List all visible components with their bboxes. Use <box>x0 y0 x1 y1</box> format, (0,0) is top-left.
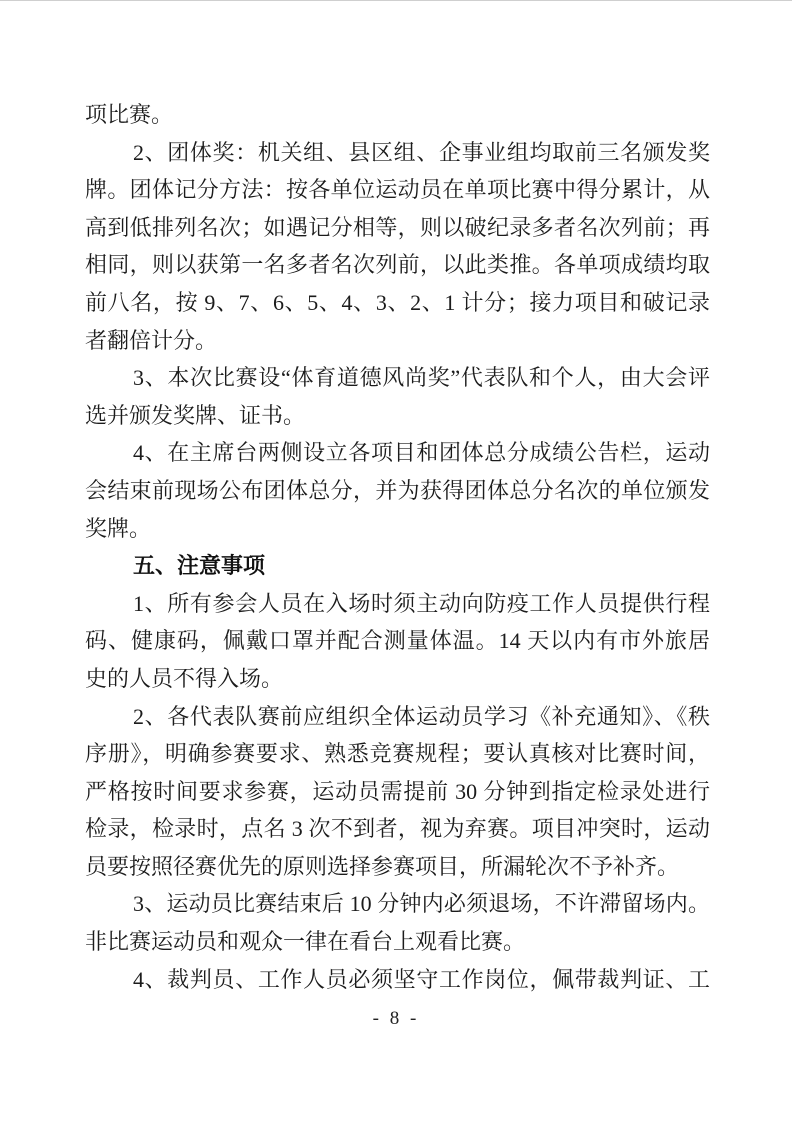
text-line: 检录，检录时，点名 3 次不到者，视为弃赛。项目冲突时，运动 <box>85 816 710 842</box>
text-line: 选并颁发奖牌、证书。 <box>85 402 306 428</box>
text-line: 3、运动员比赛结束后 10 分钟内必须退场，不许滞留场内。 <box>133 891 710 917</box>
text-line: 1、所有参会人员在入场时须主动向防疫工作人员提供行程 <box>133 590 710 616</box>
page-number: - 8 - <box>372 1008 420 1029</box>
text-line: 3、本次比赛设“体育道德风尚奖”代表队和个人，由大会评 <box>133 365 710 391</box>
text-line: 2、团体奖：机关组、县区组、企事业组均取前三名颁发奖 <box>133 139 710 165</box>
document-body <box>85 96 710 998</box>
text-line: 奖牌。 <box>85 515 152 541</box>
text-line: 会结束前现场公布团体总分，并为获得团体总分名次的单位颁发 <box>85 477 710 503</box>
text-line: 相同，则以获第一名多者名次列前，以此类推。各单项成绩均取 <box>85 252 710 278</box>
text-line: 严格按时间要求参赛，运动员需提前 30 分钟到指定检录处进行 <box>85 778 710 804</box>
text-line: 者翻倍计分。 <box>85 327 218 353</box>
text-line: 项比赛。 <box>85 102 174 127</box>
section-heading: 五、注意事项 <box>133 553 266 579</box>
text-line: 非比赛运动员和观众一律在看台上观看比赛。 <box>85 929 526 955</box>
text-line: 史的人员不得入场。 <box>85 665 284 691</box>
text-line: 牌。团体记分方法：按各单位运动员在单项比赛中得分累计，从 <box>85 177 710 203</box>
text-line: 前八名，按 9、7、6、5、4、3、2、1 计分；接力项目和破记录 <box>85 289 710 315</box>
text-line: 4、在主席台两侧设立各项目和团体总分成绩公告栏，运动 <box>133 440 710 466</box>
text-line: 高到低排列名次；如遇记分相等，则以破纪录多者名次列前；再 <box>85 214 710 240</box>
text-line: 码、健康码，佩戴口罩并配合测量体温。14 天以内有市外旅居 <box>85 628 710 654</box>
text-line: 2、各代表队赛前应组织全体运动员学习《补充通知》、《秩 <box>133 703 710 729</box>
text-line: 员要按照径赛优先的原则选择参赛项目，所漏轮次不予补齐。 <box>85 853 680 879</box>
text-line: 4、裁判员、工作人员必须坚守工作岗位，佩带裁判证、工 <box>133 966 710 992</box>
text-line: 序册》，明确参赛要求、熟悉竞赛规程；要认真核对比赛时间， <box>85 741 710 767</box>
